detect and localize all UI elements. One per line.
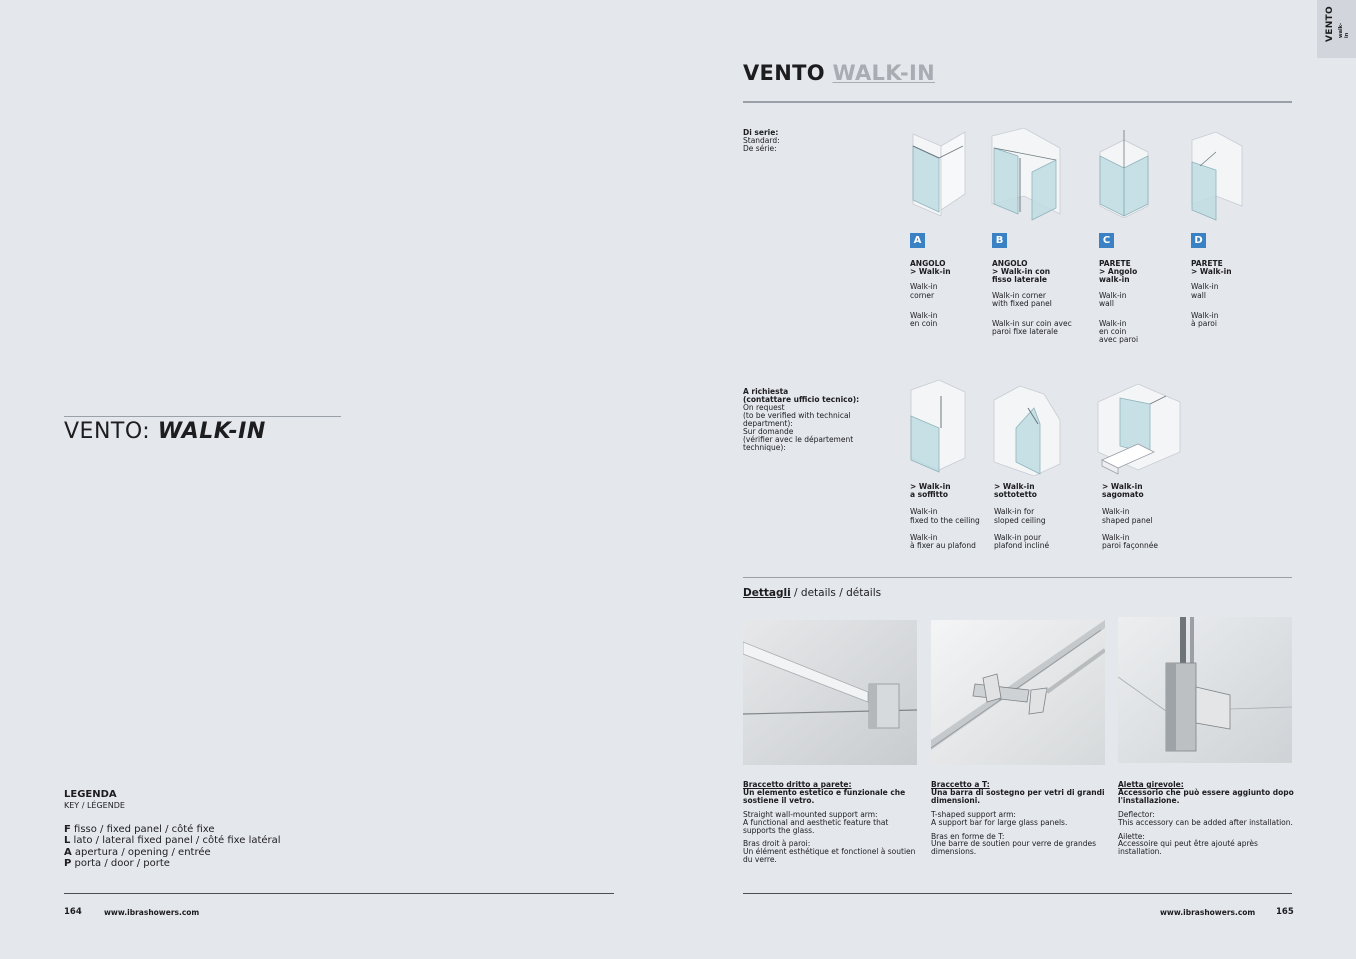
right-footer-rule <box>743 893 1292 894</box>
title-emphasis: WALK-IN <box>157 419 266 444</box>
side-tab-brand: VENTO <box>1325 6 1335 42</box>
left-page-number: 164 <box>64 907 82 917</box>
details-heading: Dettagli / details / détails <box>743 587 882 599</box>
side-tab-sub: walk-in <box>1338 22 1350 38</box>
title-sub: WALK-IN <box>832 61 935 85</box>
right-title-rule <box>743 101 1292 103</box>
left-website-link[interactable]: www.ibrashowers.com <box>104 908 200 917</box>
t-arm-text: Braccetto a T: Una barra di sostegno per vetri di grandi dimensioni. T-shaped support arm: A support bar for large glass panels. Bras en forme de T: Une barre de soutien pour verre de grandes dimensions. <box>931 780 1105 857</box>
legend-item: F fisso / fixed panel / côté fixe <box>64 824 215 835</box>
model-d-drawing <box>1186 126 1246 222</box>
model-c-badge: C <box>1099 233 1114 248</box>
deflector-text: Aletta girevole: Accessorio che può essere aggiunto dopo l'installazione. Deflector: This accessory can be added after installation. Ailette: Accessoire qui peut être ajouté après installation. <box>1118 780 1294 857</box>
left-title-rule <box>64 416 341 417</box>
ceiling-walk-in-drawing <box>905 378 969 474</box>
straight-arm-text: Braccetto dritto a parete: Un elemento estetico e funzionale che sostiene il vetro. Straight wall-mounted support arm: A functional and aesthetic feature that supports the glass. Bras droit à paroi: Un élément esthétique et fonctionel à soutien du verre. <box>743 780 916 865</box>
left-footer-rule <box>64 893 614 894</box>
model-a-badge: A <box>910 233 925 248</box>
right-page-title <box>743 61 935 85</box>
model-d-info: PARETE > Walk-in Walk-in wall Walk-in à paroi <box>1191 259 1232 329</box>
title-main: VENTO <box>743 61 833 85</box>
t-arm-photo <box>931 620 1105 765</box>
legend-title: LEGENDA <box>64 789 117 800</box>
model-c-info: PARETE > Angolo walk-in Walk-in wall Walk-in en coin avec paroi <box>1099 259 1139 345</box>
right-website-link[interactable]: www.ibrashowers.com <box>1160 908 1256 917</box>
model-b-drawing <box>988 126 1064 224</box>
ceiling-walk-in-info: > Walk-in a soffitto Walk-in fixed to the ceiling Walk-in à fixer au plafond <box>910 482 980 551</box>
sloped-ceiling-drawing <box>990 380 1064 476</box>
on-request-label: A richiesta (contattare ufficio tecnico): On request (to be verified with technical department): Sur domande (vérifier avec le département technique): <box>743 387 860 452</box>
legend-list <box>64 824 281 869</box>
model-c-drawing <box>1096 126 1152 218</box>
model-d-badge: D <box>1191 233 1206 248</box>
straight-arm-photo <box>743 620 917 765</box>
sloped-ceiling-info: > Walk-in sottotetto Walk-in for sloped ceiling Walk-in pour plafond incliné <box>994 482 1050 551</box>
legend-item: L lato / lateral fixed panel / côté fixe latéral <box>64 835 281 847</box>
legend-subtitle: KEY / LÉGENDE <box>64 801 125 810</box>
legend-item: P porta / door / porte <box>64 857 170 869</box>
right-page-number: 165 <box>1276 907 1294 917</box>
model-b-badge: B <box>992 233 1007 248</box>
legend-item: A apertura / opening / entrée <box>64 846 211 858</box>
shaped-panel-drawing <box>1094 380 1184 476</box>
shaped-panel-info: > Walk-in sagomato Walk-in shaped panel Walk-in paroi façonnée <box>1102 482 1159 551</box>
side-tab <box>1317 0 1356 58</box>
model-b-info: ANGOLO > Walk-in con fisso laterale Walk-in corner with fixed panel Walk-in sur coin avec paroi fixe laterale <box>992 259 1072 337</box>
title-prefix: VENTO: <box>64 419 158 444</box>
deflector-photo <box>1118 617 1292 763</box>
model-a-drawing <box>905 126 969 216</box>
standard-label: Di serie: Standard: De série: <box>743 128 780 153</box>
left-page-title <box>64 419 266 444</box>
model-a-info: ANGOLO > Walk-in Walk-in corner Walk-in en coin <box>910 259 951 329</box>
legend <box>64 789 281 869</box>
details-rule <box>743 577 1292 578</box>
